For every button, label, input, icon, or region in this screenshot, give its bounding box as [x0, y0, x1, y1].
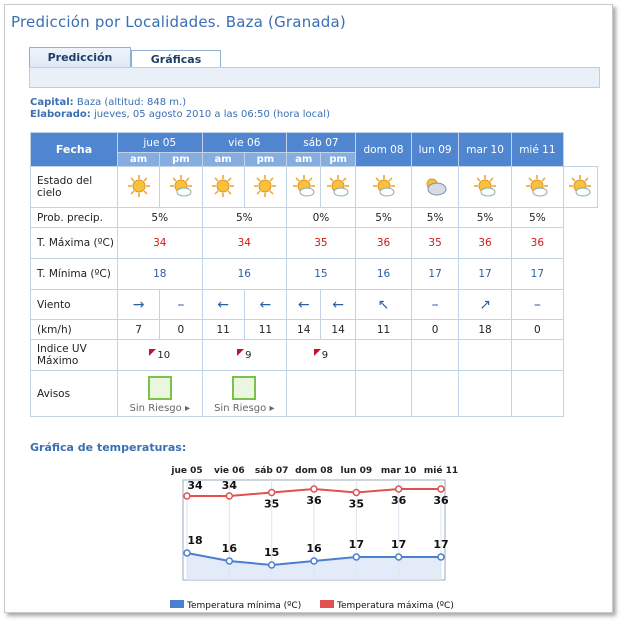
wind-speed: 18 — [458, 320, 511, 340]
page-title: Predicción por Localidades. Baza (Granada) — [11, 13, 346, 31]
prob-cell: 5% — [412, 208, 459, 228]
row-label-prob: Prob. precip. — [31, 208, 118, 228]
legend-swatch — [320, 600, 334, 608]
sky-icon — [118, 167, 160, 208]
tmin-cell: 18 — [118, 259, 203, 290]
day-header: dom 08 — [355, 133, 411, 167]
min-point — [269, 562, 275, 568]
day-header: vie 06 — [202, 133, 287, 153]
min-data-label: 17 — [348, 538, 364, 551]
wind-speed: 11 — [202, 320, 244, 340]
aviso-label: Sin Riesgo — [129, 402, 182, 414]
max-data-label: 36 — [306, 494, 322, 507]
wind-arrow-icon: ← — [244, 290, 286, 320]
tab-graficas[interactable]: Gráficas — [131, 50, 221, 68]
tmin-cell: 15 — [287, 259, 356, 290]
wind-speed: 0 — [412, 320, 459, 340]
aviso-cell-empty — [512, 371, 563, 417]
tmax-cell: 34 — [202, 228, 287, 259]
aviso-cell[interactable] — [202, 371, 287, 417]
aviso-cell-empty — [412, 371, 459, 417]
min-data-label: 16 — [221, 542, 237, 555]
sky-icon — [412, 167, 459, 208]
row-label-estado: Estado del cielo — [31, 167, 118, 208]
max-data-label: 36 — [391, 494, 407, 507]
row-label-uv: Indice UV Máximo — [31, 340, 118, 371]
elaborado-value: jueves, 05 agosto 2010 a las 06:50 (hora local) — [93, 109, 330, 120]
max-point — [269, 490, 275, 496]
capital-value: Baza (altitud: 848 m.) — [76, 97, 187, 108]
uv-cell — [202, 340, 287, 371]
min-point — [396, 554, 402, 560]
sky-icon — [202, 167, 244, 208]
prob-cell: 5% — [202, 208, 287, 228]
aviso-green-icon — [232, 376, 256, 400]
sun-icon — [127, 174, 151, 198]
aviso-green-icon — [148, 376, 172, 400]
sky-icon — [458, 167, 511, 208]
min-data-label: 16 — [306, 542, 322, 555]
aviso-cell-empty — [458, 371, 511, 417]
min-data-label: 15 — [264, 546, 280, 559]
tmin-cell: 16 — [355, 259, 411, 290]
wind-arrow-icon: ← — [321, 290, 355, 320]
min-point — [311, 558, 317, 564]
am-header: am — [202, 153, 244, 167]
am-header: am — [118, 153, 160, 167]
forecast-table — [30, 132, 598, 417]
x-tick-label: vie 06 — [213, 466, 245, 476]
day-header: mié 11 — [512, 133, 563, 167]
wind-speed: 7 — [118, 320, 160, 340]
max-point — [353, 490, 359, 496]
max-data-label: 34 — [221, 479, 237, 492]
tmax-cell: 35 — [287, 228, 356, 259]
uv-value: 9 — [321, 350, 329, 361]
wind-calm-icon: – — [160, 290, 202, 320]
max-point — [311, 486, 317, 492]
uv-value: 10 — [157, 350, 171, 361]
max-point — [396, 486, 402, 492]
sun-cloud-icon — [326, 174, 350, 198]
wind-calm-icon: – — [512, 290, 563, 320]
min-point — [226, 558, 232, 564]
legend-swatch — [170, 600, 184, 608]
min-point — [438, 554, 444, 560]
wind-arrow-icon: ↖ — [355, 290, 411, 320]
min-data-label: 18 — [187, 534, 203, 547]
sun-cloud-icon — [169, 174, 193, 198]
fecha-header: Fecha — [31, 133, 118, 167]
max-point — [438, 486, 444, 492]
day-header: jue 05 — [118, 133, 203, 153]
min-point — [184, 550, 190, 556]
tmax-cell: 36 — [355, 228, 411, 259]
arrow-right-icon[interactable]: ▸ — [184, 402, 190, 414]
sun-icon — [253, 174, 277, 198]
pm-header: pm — [160, 153, 202, 167]
sky-icon — [355, 167, 411, 208]
day-header: lun 09 — [412, 133, 459, 167]
sun-cloud-icon — [568, 174, 592, 198]
sun-cloud-icon — [292, 174, 316, 198]
wind-speed: 0 — [512, 320, 563, 340]
max-data-label: 36 — [433, 494, 449, 507]
sky-icon — [244, 167, 286, 208]
elaborado-info — [30, 109, 330, 120]
capital-info — [30, 97, 186, 108]
am-header: am — [287, 153, 321, 167]
row-label-avisos: Avisos — [31, 371, 118, 417]
arrow-right-icon[interactable]: ▸ — [269, 402, 275, 414]
tab-prediccion[interactable]: Predicción — [29, 47, 131, 68]
min-data-label: 17 — [433, 538, 449, 551]
uv-cell-empty — [458, 340, 511, 371]
aviso-label: Sin Riesgo — [214, 402, 267, 414]
aviso-cell-empty — [287, 371, 356, 417]
chart-title: Gráfica de temperaturas: — [30, 441, 187, 454]
tmax-cell: 34 — [118, 228, 203, 259]
sun-cloud-icon — [372, 174, 396, 198]
tab-content-bar — [29, 67, 600, 88]
uv-cell — [287, 340, 356, 371]
capital-label: Capital: — [30, 97, 74, 108]
wind-arrow-icon: ↗ — [458, 290, 511, 320]
prob-cell: 0% — [287, 208, 356, 228]
min-point — [353, 554, 359, 560]
x-tick-label: jue 05 — [171, 466, 203, 476]
max-data-label: 35 — [348, 497, 364, 511]
legend-label: Temperatura máxima (ºC) — [337, 601, 454, 611]
row-label-viento: Viento — [31, 290, 118, 320]
wind-speed: 11 — [355, 320, 411, 340]
tmax-cell: 36 — [512, 228, 563, 259]
prob-cell: 5% — [458, 208, 511, 228]
wind-speed: 0 — [160, 320, 202, 340]
tmin-cell: 17 — [412, 259, 459, 290]
wind-arrow-icon: ← — [202, 290, 244, 320]
wind-arrow-icon: → — [118, 290, 160, 320]
uv-flag-icon — [149, 349, 156, 356]
uv-cell-empty — [512, 340, 563, 371]
elaborado-label: Elaborado: — [30, 109, 91, 120]
wind-speed: 14 — [321, 320, 355, 340]
tmin-cell: 17 — [458, 259, 511, 290]
wind-arrow-icon: ← — [287, 290, 321, 320]
sun-cloud-icon — [473, 174, 497, 198]
x-tick-label: dom 08 — [295, 466, 333, 476]
max-point — [226, 493, 232, 499]
sky-icon — [512, 167, 563, 208]
temperature-chart — [0, 460, 625, 620]
prob-cell: 5% — [118, 208, 203, 228]
pm-header: pm — [321, 153, 355, 167]
tmax-cell: 36 — [458, 228, 511, 259]
tmax-cell: 35 — [412, 228, 459, 259]
uv-flag-icon — [314, 349, 321, 356]
x-tick-label: sáb 07 — [254, 466, 289, 476]
max-data-label: 34 — [187, 479, 203, 492]
max-point — [184, 493, 190, 499]
sky-icon — [321, 167, 355, 208]
cloud-icon — [423, 174, 447, 198]
x-tick-label: mié 11 — [423, 466, 459, 476]
row-label-tmin: T. Mínima (ºC) — [31, 259, 118, 290]
uv-cell-empty — [412, 340, 459, 371]
wind-calm-icon: – — [412, 290, 459, 320]
aviso-cell-empty — [355, 371, 411, 417]
uv-flag-icon — [237, 349, 244, 356]
sky-icon — [287, 167, 321, 208]
tmin-cell: 16 — [202, 259, 287, 290]
row-label-tmax: T. Máxima (ºC) — [31, 228, 118, 259]
x-tick-label: mar 10 — [380, 466, 417, 476]
min-data-label: 17 — [391, 538, 407, 551]
uv-cell — [118, 340, 203, 371]
max-data-label: 35 — [264, 497, 280, 511]
tmin-cell: 17 — [512, 259, 563, 290]
x-tick-label: lun 09 — [340, 466, 373, 476]
row-label-kmh: (km/h) — [31, 320, 118, 340]
uv-value: 9 — [245, 350, 252, 361]
legend-label: Temperatura mínima (ºC) — [187, 601, 302, 611]
aviso-cell[interactable] — [118, 371, 203, 417]
sky-icon — [563, 167, 597, 208]
prob-cell: 5% — [355, 208, 411, 228]
pm-header: pm — [244, 153, 286, 167]
day-header: sáb 07 — [287, 133, 356, 153]
sky-icon — [160, 167, 202, 208]
wind-speed: 11 — [244, 320, 286, 340]
sun-cloud-icon — [525, 174, 549, 198]
day-header: mar 10 — [458, 133, 511, 167]
prob-cell: 5% — [512, 208, 563, 228]
wind-speed: 14 — [287, 320, 321, 340]
uv-cell-empty — [355, 340, 411, 371]
sun-icon — [211, 174, 235, 198]
